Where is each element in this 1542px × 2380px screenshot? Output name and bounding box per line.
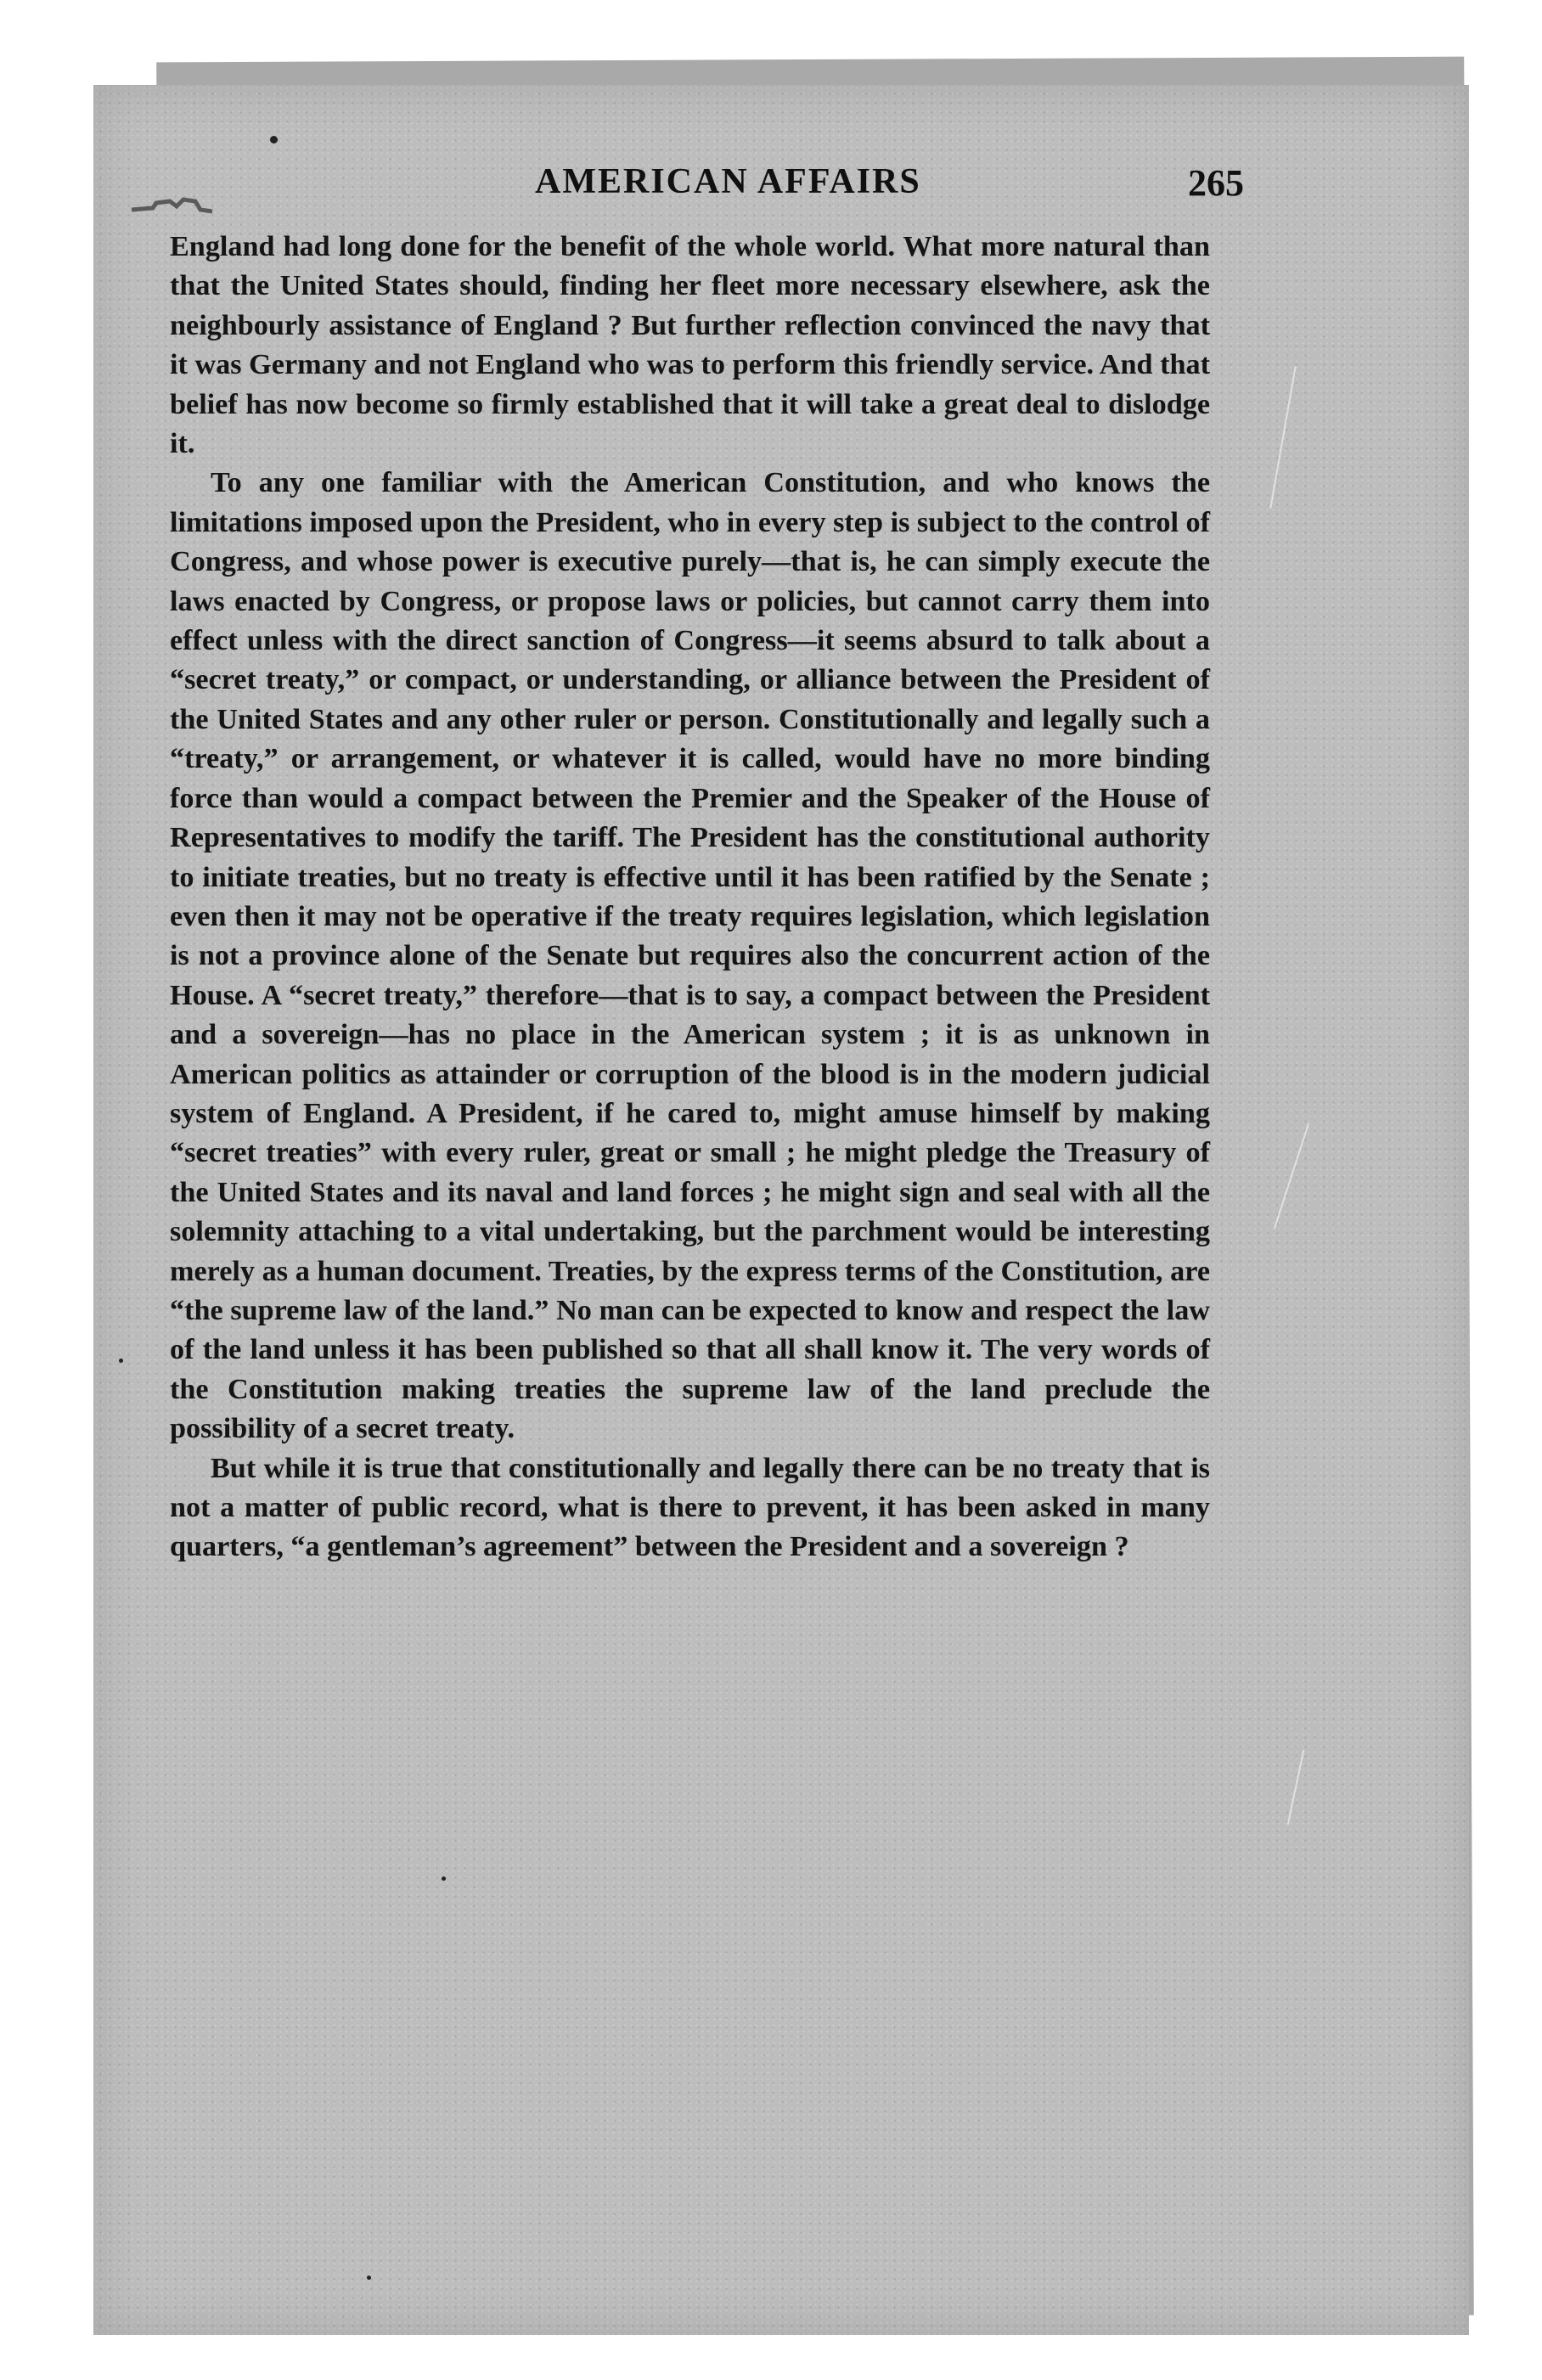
page-number: 265: [1188, 162, 1244, 204]
running-head: AMERICAN AFFAIRS: [535, 162, 921, 201]
ink-smudge: [127, 191, 221, 223]
paragraph-gentlemans-agreement: But while it is true that constitutionally and legally there can be no treaty that is not a matter of public record, what is there to prevent, it has been asked in many quarters, “a gentleman’s agreement” between the President and a sovereign ?: [170, 1452, 1210, 1563]
print-speck: [367, 2276, 371, 2280]
print-speck: [270, 136, 278, 143]
paper-crease: [1287, 1750, 1305, 1825]
paragraph-continued: England had long done for the benefit of the whole world. What more natural than that the United States should, finding her fleet more necessary elsewhere, ask the neighbourly assistance of England ? But further reflection convinced the navy that it was Germany and not England who was to perform this friendly service. And that belief has now become so firmly established that it will take a great deal to dislodge it.: [170, 231, 1210, 460]
page-header: [442, 161, 1291, 221]
print-speck: [119, 1359, 123, 1363]
print-speck: [442, 1876, 446, 1881]
paper-crease: [1269, 366, 1296, 509]
paper-crease: [1274, 1123, 1309, 1229]
body-text: [170, 228, 1210, 1567]
paragraph-secret-treaty: To any one familiar with the American Constitution, and who knows the limitations imposed upon the President, who in every step is subject to the control of Congress, and whose power is executive purely—that is, he can simply execute the laws enacted by Congress, or propose laws or policies, but cannot carry them into effect unless with the direct sanction of Congress—it seems absurd to talk about a “secret treaty,” or compact, or understanding, or alliance between the President of the United States and any other ruler or person. Constitutionally and legally such a “treaty,” or arrangement, or whatever it is called, would have no more binding force than would a compact between the Premier and the Speaker of the House of Representatives to modify the tariff. The President has the constitutional authority to initiate treaties, but no treaty is effective until it has been ratified by the Senate ; even then it may not be operative if the treaty requires legislation, which legislation is not a province alone of the Senate but requires also the concurrent action of the House. A “secret treaty,” therefore—that is to say, a compact between the President and a sovereign—has no place in the American system ; it is as unknown in American politics as attainder or corruption of the blood is in the modern judicial system of England. A President, if he cared to, might amuse himself by making “secret treaties” with every ruler, great or small ; he might pledge the Treasury of the United States and its naval and land forces ; he might sign and seal with all the solemnity attaching to a vital undertaking, but the parchment would be interesting merely as a human document. Treaties, by the express terms of the Constitution, are “the supreme law of the land.” No man can be expected to know and respect the law of the land unless it has been published so that all shall know it. The very words of the Constitution making treaties the supreme law of the land preclude the possibility of a secret treaty.: [170, 467, 1210, 1445]
